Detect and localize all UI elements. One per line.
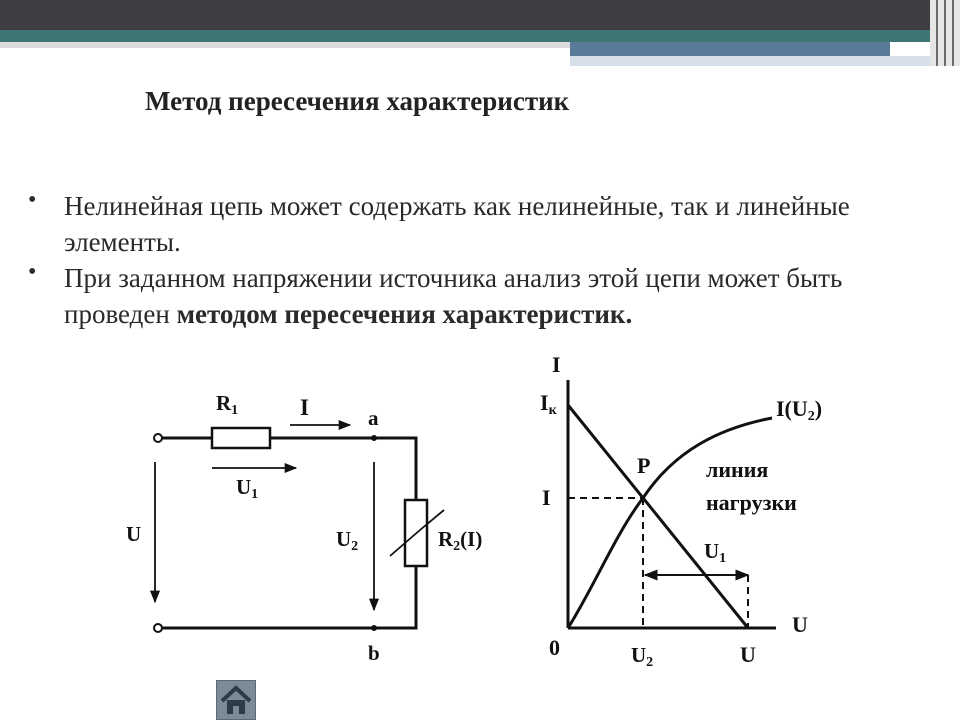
bullet-text-bold: методом пересечения характеристик. — [176, 299, 633, 329]
bullet-text: Нелинейная цепь может содержать как нелинейные, так и линейные элементы. — [64, 191, 850, 257]
home-button[interactable] — [216, 680, 256, 720]
slide-title: Метод пересечения характеристик — [145, 86, 570, 116]
terminal-top — [154, 434, 162, 442]
header-light-strip — [570, 56, 945, 66]
bullet-item — [28, 260, 908, 332]
bullet-dot: • — [28, 259, 37, 285]
u-end-label: U — [740, 642, 756, 667]
nonlinear-curve — [568, 418, 772, 628]
u1-label: U1 — [236, 475, 259, 502]
node-b-label: b — [368, 641, 380, 665]
header-right-lines — [930, 0, 960, 66]
node-b-dot — [372, 626, 377, 631]
header-blue-strip — [570, 42, 890, 56]
node-a-label: a — [368, 406, 379, 430]
current-label: I — [300, 395, 309, 420]
r2-label: R2(I) — [438, 527, 483, 554]
u1-graph-label: U1 — [704, 539, 727, 566]
circuit-diagram — [154, 425, 444, 632]
ik-label: Iк — [540, 390, 557, 418]
r1-label: R1 — [216, 391, 239, 418]
x-axis-label: U — [792, 612, 808, 637]
header-dark-band — [0, 0, 930, 30]
node-a-dot — [372, 436, 377, 441]
bullet-text: При заданном напряжении источника анализ этой цепи может быть проведен — [64, 263, 843, 329]
right-wire-bottom — [160, 566, 416, 628]
i-level-label: I — [542, 485, 551, 510]
terminal-bottom — [154, 624, 162, 632]
u2-label: U2 — [336, 527, 359, 554]
point-p-label: P — [637, 453, 651, 478]
origin-label: 0 — [549, 635, 560, 660]
bullet-list — [28, 188, 908, 332]
load-line — [568, 405, 748, 628]
top-wire-right — [270, 438, 416, 500]
load-line-label-1: линия — [706, 457, 769, 482]
resistor-r1 — [212, 428, 270, 448]
load-line-label-2: нагрузки — [706, 490, 797, 515]
header-teal-band — [0, 30, 930, 42]
u2-graph-label: U2 — [631, 643, 654, 670]
header-gray-band — [0, 42, 570, 48]
curve-label: I(U2) — [776, 396, 823, 424]
bullet-dot: • — [28, 187, 37, 213]
u-label: U — [126, 522, 142, 546]
y-axis-label: I — [552, 352, 561, 377]
slide-header-decoration — [0, 0, 960, 66]
graph-labels — [540, 352, 822, 670]
bullet-item — [28, 188, 908, 260]
circuit-labels — [126, 391, 482, 665]
home-icon — [217, 681, 255, 719]
figure — [0, 340, 960, 680]
